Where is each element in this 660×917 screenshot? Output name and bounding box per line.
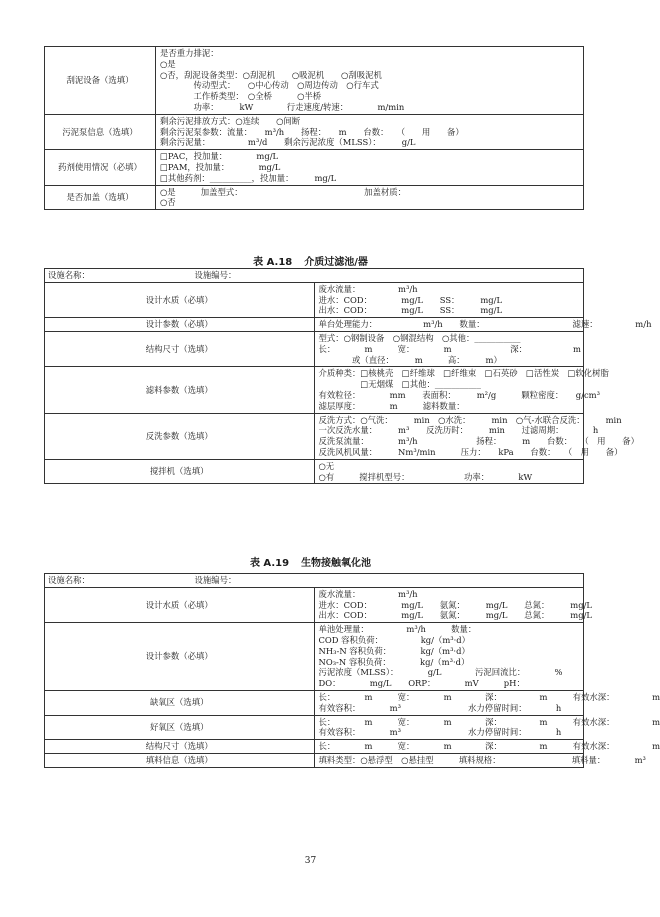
caption-number: 表 A.18 — [253, 257, 293, 268]
form-line: 一次反洗水量： m³ 反洗历时： min 过滤周期： h — [318, 425, 599, 436]
table-row — [45, 623, 584, 691]
form-line: 废水流量： m³/h — [318, 283, 418, 294]
row-label: 药剂使用情况（必填） — [45, 150, 156, 185]
row-content — [314, 282, 584, 317]
row-label: 填料信息（选填） — [45, 753, 315, 767]
row-label: 设计参数（必填） — [45, 318, 315, 332]
row-content — [156, 150, 584, 185]
row-label: 设计水质（必填） — [45, 282, 315, 317]
form-line: 功率： kW 行走速度/转速： m/min — [160, 101, 405, 112]
row-content — [156, 185, 584, 210]
form-line: □无烟煤 □其他：___________ — [318, 379, 481, 390]
row-label: 设计参数（必填） — [45, 623, 315, 691]
table-row — [45, 47, 584, 115]
row-content — [314, 690, 660, 715]
form-line: ○否，刮泥设备类型：○刮泥机 ○吸泥机 ○刮吸泥机 — [160, 69, 382, 80]
form-line: 剩余污泥排放方式：○连续 ○间断 — [160, 115, 301, 126]
table-row — [45, 331, 584, 366]
form-line: ○有 搅拌机型号： 功率： kW — [318, 471, 533, 482]
table-row — [45, 413, 584, 459]
form-line: 工作桥类型： ○全桥 ○半桥 — [160, 91, 322, 102]
row-label: 刮泥设备（选填） — [45, 47, 156, 115]
form-line: 长： m 宽： m 深： m — [318, 343, 581, 354]
table-row — [45, 114, 584, 149]
table-row — [45, 740, 584, 754]
table-row — [45, 753, 584, 767]
table-row — [45, 185, 584, 210]
row-content — [314, 413, 640, 459]
contact-oxidation-table — [44, 573, 660, 768]
form-line: NO₃-N 容积负荷： kg/（m³·d） — [318, 656, 470, 667]
facility-name-field: 设施名称： 设施编号： — [45, 269, 584, 283]
table-row — [45, 459, 584, 484]
form-line: 反洗风机风量： Nm³/min 压力： kPa 台数： （ 用 备） — [318, 446, 623, 457]
form-line: □PAM，投加量： mg/L — [160, 161, 281, 172]
form-line: 有效容积： m³ 水力停留时间： h — [318, 702, 562, 713]
form-line: 长： m 宽： m 深： m 有效水深： m — [318, 691, 660, 702]
row-label: 设计水质（必填） — [45, 587, 315, 622]
page-number: 37 — [304, 856, 317, 866]
media-filter-table — [44, 268, 652, 484]
table-row — [45, 587, 584, 622]
row-label: 好氧区（选填） — [45, 715, 315, 740]
form-line: 长： m 宽： m 深： m 有效水深： m — [318, 741, 660, 752]
row-content — [314, 459, 584, 484]
form-line: DO： mg/L ORP： mV pH： — [318, 678, 525, 689]
row-label: 搅拌机（选填） — [45, 459, 315, 484]
row-content — [314, 753, 646, 767]
row-label: 缺氧区（选填） — [45, 690, 315, 715]
form-line: 进水：COD： mg/L 氨氮： mg/L 总氮： mg/L — [318, 599, 592, 610]
form-line: 污泥浓度（MLSS）： g/L 污泥回流比： % — [318, 667, 563, 678]
form-line: NH₃-N 容积负荷： kg/（m³·d） — [318, 645, 470, 656]
form-line: 有效粒径： mm 表面积： m²/g 颗粒密度： g/cm³ — [318, 389, 600, 400]
row-label: 结构尺寸（选填） — [45, 331, 315, 366]
row-content — [314, 740, 660, 754]
table-row — [45, 690, 584, 715]
form-line: 出水：COD： mg/L 氨氮： mg/L 总氮： mg/L — [318, 610, 592, 621]
form-line: 反洗方式：○气洗： min ○水洗： min ○气-水联合反洗： min — [318, 414, 622, 425]
form-line: ○无 — [318, 460, 335, 471]
form-line: ○是 加盖型式： 加盖材质： — [160, 186, 406, 197]
table-row — [45, 367, 584, 413]
form-line: □其他药剂：__________，投加量： mg/L — [160, 172, 337, 183]
form-line: ○是 — [160, 58, 176, 69]
form-line: 长： m 宽： m 深： m 有效水深： m — [318, 716, 660, 727]
row-content — [314, 623, 584, 691]
row-content — [314, 318, 652, 332]
table-header-row — [45, 269, 584, 283]
table-caption-a19 — [0, 554, 621, 569]
form-line: 或（直径： m 高： m） — [318, 354, 502, 365]
equipment-table — [44, 46, 584, 210]
form-line: 传动型式： ○中心传动 ○周边传动 ○行车式 — [160, 80, 379, 91]
row-label: 反洗参数（选填） — [45, 413, 315, 459]
row-label: 结构尺寸（选填） — [45, 740, 315, 754]
form-line: ○否 — [160, 197, 176, 208]
form-line: 废水流量： m³/h — [318, 588, 418, 599]
form-line: 填料类型：○悬浮型 ○悬挂型 填料规格： 填料量： m³ — [318, 754, 646, 765]
form-line: □PAC，投加量： mg/L — [160, 151, 279, 162]
form-line: 型式：○钢制设备 ○钢混结构 ○其他：___________ — [318, 332, 521, 343]
table-row — [45, 150, 584, 185]
form-line: 进水：COD： mg/L SS： mg/L — [318, 294, 503, 305]
row-content — [314, 331, 584, 366]
row-content — [156, 114, 584, 149]
table-row — [45, 318, 584, 332]
table-caption-a18 — [0, 253, 621, 268]
caption-number: 表 A.19 — [249, 558, 290, 569]
form-line: 剩余污泥泵参数：流量： m³/h 扬程： m 台数： （ 用 备） — [160, 126, 464, 137]
row-content — [314, 367, 609, 413]
form-line: 单台处理能力： m³/h 数量： 滤速： m/h — [318, 319, 652, 330]
form-line: COD 容积负荷： kg/（m³·d） — [318, 634, 471, 645]
row-label: 是否加盖（选填） — [45, 185, 156, 210]
row-label: 污泥泵信息（选填） — [45, 114, 156, 149]
form-line: 单池处理量： m³/h 数量： — [318, 624, 477, 635]
form-line: 是否重力排泥： — [160, 48, 219, 58]
caption-title: 生物接触氧化池 — [301, 558, 372, 569]
table-header-row — [45, 574, 584, 588]
form-line: 介质种类：□核桃壳 □纤维球 □纤维束 □石英砂 □活性炭 □软化树脂 — [318, 368, 609, 379]
form-line: 出水：COD： mg/L SS： mg/L — [318, 305, 503, 316]
table-row — [45, 715, 584, 740]
row-content — [156, 47, 584, 115]
row-content — [314, 587, 592, 622]
caption-title: 介质过滤池/器 — [304, 257, 368, 268]
table-row — [45, 282, 584, 317]
form-line: 滤层厚度： m 滤料数量： — [318, 400, 465, 411]
form-line: 反洗泵流量： m³/h 扬程： m 台数： （ 用 备） — [318, 436, 640, 447]
form-line: 有效容积： m³ 水力停留时间： h — [318, 727, 562, 738]
facility-name-field: 设施名称： 设施编号： — [45, 574, 584, 588]
row-content — [314, 715, 660, 740]
row-label: 滤料参数（选填） — [45, 367, 315, 413]
form-line: 剩余污泥量： m³/d 剩余污泥浓度（MLSS）： g/L — [160, 137, 416, 148]
